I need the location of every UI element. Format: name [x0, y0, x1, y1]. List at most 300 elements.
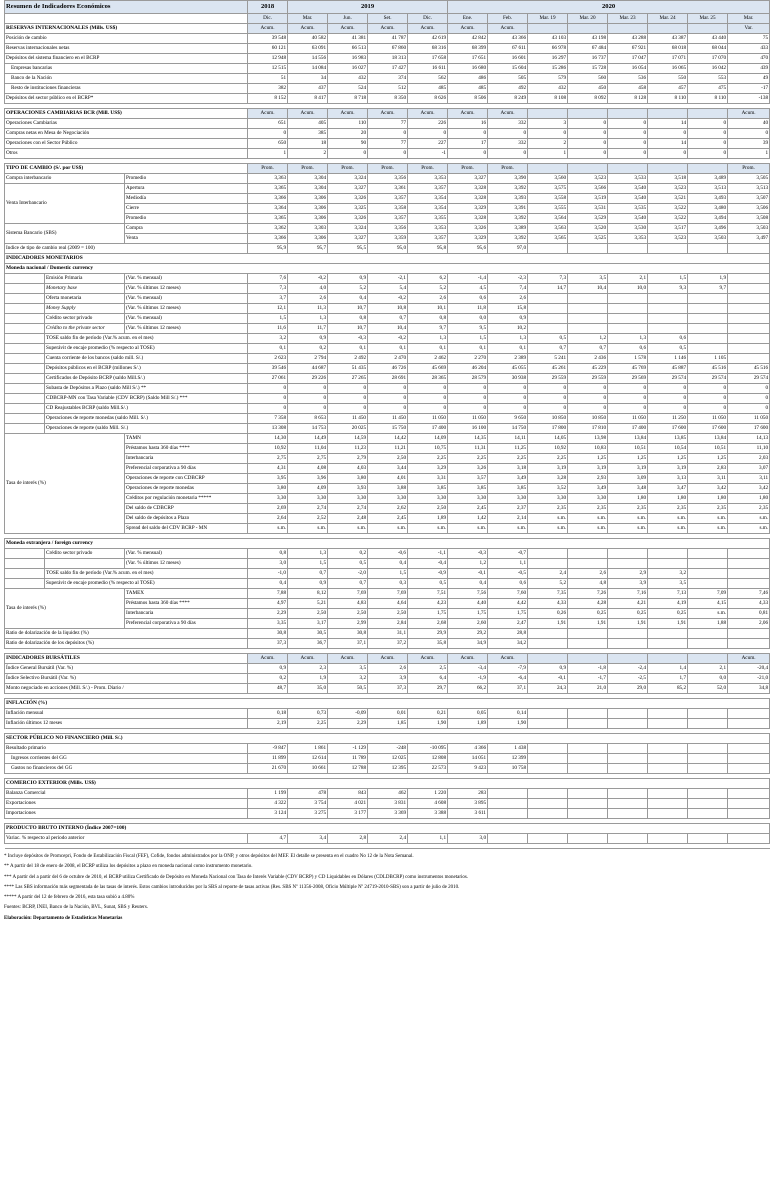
value-cell: 3,85 — [488, 484, 528, 494]
row-label: (Var. % mensual) — [125, 274, 248, 284]
row-label: TOSE saldo fin de período (Var.% acum. en el mes) — [45, 569, 248, 579]
value-cell: 3 177 — [328, 809, 368, 819]
value-cell: 3,353 — [608, 234, 648, 244]
value-cell: 3,353 — [408, 224, 448, 234]
value-cell: 95,6 — [448, 244, 488, 254]
value-cell: 0 — [488, 384, 528, 394]
period-header: Dic. — [408, 14, 448, 24]
indent-cell — [5, 314, 45, 324]
value-cell: 3,324 — [328, 224, 368, 234]
value-cell: 1,80 — [728, 494, 770, 504]
value-cell — [528, 304, 568, 314]
value-cell: -0,5 — [488, 569, 528, 579]
unit-header: Prom. — [288, 164, 328, 174]
value-cell: -1 — [408, 149, 448, 159]
value-cell — [648, 244, 688, 254]
value-cell: 1,75 — [448, 609, 488, 619]
value-cell: 14 084 — [288, 64, 328, 74]
value-cell: 3,9 — [608, 579, 648, 589]
value-cell: 34,8 — [728, 684, 770, 694]
value-cell: 3,47 — [648, 484, 688, 494]
table-row — [5, 404, 770, 414]
value-cell: 14,11 — [488, 434, 528, 444]
value-cell: 1,91 — [648, 619, 688, 629]
value-cell: 2 270 — [448, 354, 488, 364]
value-cell: 0,1 — [368, 344, 408, 354]
value-cell — [608, 639, 648, 649]
unit-header: Acum. — [488, 24, 528, 34]
value-cell: 43 288 — [608, 34, 648, 44]
value-cell: 1,5 — [368, 569, 408, 579]
indent-cell — [5, 324, 45, 334]
value-cell — [688, 579, 728, 589]
footnotes — [4, 852, 774, 924]
value-cell: 478 — [288, 789, 328, 799]
value-cell: 37,1 — [328, 639, 368, 649]
value-cell: 553 — [688, 74, 728, 84]
indicators-sheet — [4, 0, 774, 924]
value-cell: 550 — [648, 74, 688, 84]
table-row — [5, 314, 770, 324]
value-cell: 3,49 — [488, 474, 528, 484]
value-cell: 3,354 — [408, 204, 448, 214]
value-cell: -1,0 — [248, 569, 288, 579]
value-cell: 95,8 — [408, 244, 448, 254]
value-cell — [528, 789, 568, 799]
value-cell: 0 — [448, 149, 488, 159]
value-cell: 1 — [248, 149, 288, 159]
value-cell: 12 515 — [248, 64, 288, 74]
value-cell: 2,35 — [528, 504, 568, 514]
value-cell: 0 — [328, 384, 368, 394]
value-cell — [728, 744, 770, 754]
unit-header — [528, 654, 568, 664]
value-cell: 8 152 — [248, 94, 288, 104]
value-cell: 0 — [528, 404, 568, 414]
value-cell: 34,2 — [488, 639, 528, 649]
value-cell: 3,09 — [608, 474, 648, 484]
value-cell: 0,21 — [408, 709, 448, 719]
value-cell: 2,25 — [288, 719, 328, 729]
unit-header: Acum. — [368, 109, 408, 119]
row-label: Operaciones de reporte con CDBCRP — [125, 474, 248, 484]
value-cell — [608, 744, 648, 754]
value-cell: 3,358 — [368, 204, 408, 214]
value-cell: 3,329 — [448, 204, 488, 214]
value-cell: 3,327 — [328, 234, 368, 244]
table-row — [5, 709, 770, 719]
table-row — [5, 344, 770, 354]
value-cell — [728, 799, 770, 809]
value-cell: 16 601 — [488, 54, 528, 64]
footnote: Elaboración: Departamento de Estadísticas Monetarias — [4, 915, 123, 921]
period-header: Mar. — [728, 14, 770, 24]
value-cell: 0 — [608, 139, 648, 149]
value-cell: -0,9 — [408, 569, 448, 579]
value-cell: -138 — [728, 94, 770, 104]
value-cell: 0,5 — [328, 559, 368, 569]
section-header — [5, 824, 770, 834]
value-cell: 14,59 — [328, 434, 368, 444]
value-cell: 4 608 — [408, 799, 448, 809]
unit-header: Acum. — [288, 654, 328, 664]
table-row — [5, 629, 770, 639]
row-label: Compra — [125, 224, 248, 234]
value-cell: 374 — [368, 74, 408, 84]
value-cell: 29 226 — [288, 374, 328, 384]
table-row — [5, 639, 770, 649]
value-cell — [648, 754, 688, 764]
value-cell: 0 — [688, 129, 728, 139]
value-cell — [528, 629, 568, 639]
value-cell: 2,25 — [528, 454, 568, 464]
value-cell: 10 661 — [288, 764, 328, 774]
value-cell: 7,26 — [568, 589, 608, 599]
value-cell: -0,2 — [368, 294, 408, 304]
unit-header: Acum. — [488, 654, 528, 664]
value-cell: 11,31 — [448, 444, 488, 454]
value-cell: 3,5 — [568, 274, 608, 284]
value-cell: 95,0 — [368, 244, 408, 254]
value-cell: 2,6 — [288, 294, 328, 304]
value-cell: 29 559 — [568, 374, 608, 384]
section-heading: INDICADORES MONETARIOS — [5, 254, 770, 264]
value-cell: 11 050 — [448, 414, 488, 424]
value-cell: 3,480 — [688, 204, 728, 214]
row-group-label — [45, 559, 125, 569]
value-cell: 4,7 — [248, 834, 288, 844]
value-cell — [648, 324, 688, 334]
value-cell: 37,1 — [488, 684, 528, 694]
value-cell: 13 308 — [248, 424, 288, 434]
value-cell — [688, 639, 728, 649]
row-label: Promedio — [125, 174, 248, 184]
row-label: Importaciones — [5, 809, 248, 819]
section-heading: OPERACIONES CAMBIARIAS BCR (Mill. US$) — [5, 109, 248, 119]
row-label: Superávit de encaje promedio (% respecto al TOSE) — [45, 344, 248, 354]
indent-cell — [5, 569, 45, 579]
value-cell: 8 653 — [288, 414, 328, 424]
value-cell — [728, 244, 770, 254]
value-cell: 3 124 — [248, 809, 288, 819]
table-row — [5, 664, 770, 674]
value-cell: 11,04 — [288, 444, 328, 454]
value-cell: 10,0 — [608, 284, 648, 294]
value-cell: 10,92 — [528, 444, 568, 454]
value-cell — [688, 754, 728, 764]
value-cell: 3,505 — [728, 174, 770, 184]
value-cell: 14,09 — [408, 434, 448, 444]
value-cell: 2,64 — [248, 514, 288, 524]
value-cell: 0,7 — [328, 579, 368, 589]
value-cell: 10,51 — [608, 444, 648, 454]
value-cell: 11 050 — [728, 414, 770, 424]
value-cell: 3,521 — [648, 194, 688, 204]
value-cell — [648, 294, 688, 304]
value-cell: 3,7 — [248, 294, 288, 304]
value-cell: 4,33 — [528, 599, 568, 609]
value-cell: 3,496 — [688, 224, 728, 234]
value-cell: 8 718 — [328, 94, 368, 104]
unit-header: Acum. — [728, 654, 770, 664]
value-cell: 3,327 — [448, 174, 488, 184]
unit-header — [608, 24, 648, 34]
value-cell — [568, 809, 608, 819]
value-cell — [568, 294, 608, 304]
value-cell: 3,13 — [648, 474, 688, 484]
value-cell — [648, 314, 688, 324]
value-cell: 11 450 — [368, 414, 408, 424]
value-cell: 37,3 — [248, 639, 288, 649]
value-cell: 7,46 — [728, 589, 770, 599]
value-cell: 3,494 — [688, 214, 728, 224]
value-cell: 492 — [488, 84, 528, 94]
value-cell: 13,84 — [688, 434, 728, 444]
value-cell: 0,1 — [408, 344, 448, 354]
value-cell: 0 — [288, 404, 328, 414]
value-cell: 10 850 — [568, 414, 608, 424]
value-cell: 45 669 — [408, 364, 448, 374]
table-row — [5, 569, 770, 579]
value-cell — [568, 754, 608, 764]
value-cell: 1,91 — [528, 619, 568, 629]
value-cell: 9,5 — [448, 324, 488, 334]
value-cell: 450 — [568, 84, 608, 94]
period-header: Mar. 23 — [608, 14, 648, 24]
value-cell: 44 687 — [288, 364, 328, 374]
value-cell: 0,1 — [328, 344, 368, 354]
value-cell: 14,42 — [368, 434, 408, 444]
value-cell: 3,390 — [488, 174, 528, 184]
row-label: Cierre — [125, 204, 248, 214]
period-header: Mar. 24 — [648, 14, 688, 24]
value-cell — [688, 764, 728, 774]
row-label: Venta — [125, 234, 248, 244]
value-cell: 1,3 — [608, 334, 648, 344]
value-cell: 3,325 — [328, 204, 368, 214]
value-cell: 10,2 — [488, 324, 528, 334]
row-label: Del saldo de depósitos a Plazo — [125, 514, 248, 524]
value-cell: 11 250 — [648, 414, 688, 424]
value-cell: 2,75 — [248, 454, 288, 464]
value-cell: 3 369 — [368, 809, 408, 819]
value-cell: 67 484 — [568, 44, 608, 54]
value-cell: 11 450 — [328, 414, 368, 424]
value-cell: 11 050 — [408, 414, 448, 424]
section-header — [5, 654, 770, 664]
value-cell: 43 366 — [488, 34, 528, 44]
value-cell: 3,517 — [648, 224, 688, 234]
value-cell: 3,19 — [528, 464, 568, 474]
section-header — [5, 24, 770, 34]
value-cell: 1,2 — [568, 334, 608, 344]
indent-cell — [5, 294, 45, 304]
value-cell: 1,90 — [408, 719, 448, 729]
table-row — [5, 334, 770, 344]
value-cell: 0 — [688, 149, 728, 159]
value-cell: 0 — [368, 149, 408, 159]
unit-header — [528, 109, 568, 119]
unit-header: Prom. — [328, 164, 368, 174]
value-cell: -0,1 — [448, 569, 488, 579]
indent-cell — [5, 364, 45, 374]
period-header: Dic. — [248, 14, 288, 24]
table-row — [5, 74, 770, 84]
value-cell: -17 — [728, 84, 770, 94]
value-cell: 485 — [448, 84, 488, 94]
value-cell: 39 — [728, 139, 770, 149]
table-row — [5, 44, 770, 54]
unit-header: Acum. — [408, 109, 448, 119]
value-cell: 97,0 — [488, 244, 528, 254]
value-cell: 0,4 — [368, 559, 408, 569]
value-cell: 2,83 — [688, 464, 728, 474]
value-cell: 0,6 — [648, 334, 688, 344]
unit-header: Prom. — [408, 164, 448, 174]
unit-header — [648, 164, 688, 174]
value-cell: 0 — [568, 129, 608, 139]
value-cell: 3,361 — [368, 184, 408, 194]
value-cell: 3,389 — [488, 224, 528, 234]
value-cell: 95,5 — [328, 244, 368, 254]
table-row — [5, 184, 770, 194]
value-cell: 29,2 — [448, 629, 488, 639]
value-cell: 8,12 — [288, 589, 328, 599]
row-label: CDBCRP-MN con Tasa Variable (CDV BCRP) (Saldo Mill S/.) *** — [45, 394, 248, 404]
indent-cell — [5, 549, 45, 559]
table-row — [5, 579, 770, 589]
value-cell: 3,560 — [528, 174, 568, 184]
row-label: Operaciones Cambiarias — [5, 119, 248, 129]
value-cell: 34 — [288, 74, 328, 84]
subsection-header — [5, 539, 770, 549]
value-cell: 2,35 — [728, 504, 770, 514]
value-cell: 512 — [368, 84, 408, 94]
value-cell: 0 — [648, 394, 688, 404]
value-cell: -9 847 — [248, 744, 288, 754]
value-cell: 29 574 — [648, 374, 688, 384]
row-label: Exportaciones — [5, 799, 248, 809]
value-cell: 110 — [328, 119, 368, 129]
value-cell: 1,91 — [608, 619, 648, 629]
value-cell: 7,51 — [408, 589, 448, 599]
value-cell: 17 070 — [688, 54, 728, 64]
table-row — [5, 834, 770, 844]
value-cell: 3,30 — [248, 494, 288, 504]
value-cell — [688, 549, 728, 559]
value-cell — [728, 709, 770, 719]
value-cell: 68 044 — [688, 44, 728, 54]
value-cell: 10,54 — [648, 444, 688, 454]
value-cell: 14 — [648, 139, 688, 149]
value-cell: 3,357 — [408, 184, 448, 194]
value-cell: 458 — [608, 84, 648, 94]
value-cell: 3,555 — [528, 204, 568, 214]
value-cell: 0 — [328, 149, 368, 159]
value-cell: 3,96 — [288, 474, 328, 484]
value-cell: 1,89 — [448, 719, 488, 729]
value-cell: 2 389 — [488, 354, 528, 364]
value-cell: 77 — [368, 139, 408, 149]
value-cell: 16 065 — [648, 64, 688, 74]
value-cell: 68 399 — [448, 44, 488, 54]
value-cell: 51 435 — [328, 364, 368, 374]
value-cell: 4,23 — [408, 599, 448, 609]
value-cell: -0,2 — [368, 334, 408, 344]
value-cell: 3,393 — [488, 194, 528, 204]
value-cell: -0,6 — [368, 549, 408, 559]
value-cell — [728, 324, 770, 334]
blank — [5, 14, 248, 24]
value-cell: 3,523 — [648, 234, 688, 244]
value-cell: 1,80 — [648, 494, 688, 504]
value-cell: 13,84 — [608, 434, 648, 444]
value-cell: 0,1 — [248, 344, 288, 354]
value-cell: s.m. — [608, 514, 648, 524]
value-cell: 45 887 — [648, 364, 688, 374]
value-cell: 3,531 — [568, 204, 608, 214]
value-cell: 475 — [688, 84, 728, 94]
unit-header — [648, 109, 688, 119]
value-cell: 3,530 — [608, 224, 648, 234]
value-cell: 3,326 — [328, 194, 368, 204]
value-cell: 4,42 — [488, 599, 528, 609]
value-cell: 3,306 — [288, 234, 328, 244]
value-cell: 1,5 — [648, 274, 688, 284]
value-cell: 0 — [608, 119, 648, 129]
spacer-row — [5, 844, 770, 849]
value-cell: 4 021 — [328, 799, 368, 809]
table-row — [5, 84, 770, 94]
value-cell: 12 948 — [248, 54, 288, 64]
value-cell: 2,9 — [608, 569, 648, 579]
value-cell — [688, 789, 728, 799]
value-cell: 16 297 — [528, 54, 568, 64]
value-cell: 16 — [448, 119, 488, 129]
value-cell: 11,25 — [488, 444, 528, 454]
value-cell: 8 417 — [288, 94, 328, 104]
value-cell — [528, 799, 568, 809]
value-cell: 7,3 — [528, 274, 568, 284]
value-cell: s.m. — [648, 524, 688, 534]
value-cell: 67 921 — [608, 44, 648, 54]
value-cell: 3,306 — [288, 214, 328, 224]
indent-cell — [5, 344, 45, 354]
value-cell: 3,306 — [288, 194, 328, 204]
value-cell: 1,3 — [408, 334, 448, 344]
value-cell: 227 — [408, 139, 448, 149]
value-cell: 2,14 — [488, 514, 528, 524]
value-cell: 1 438 — [488, 744, 528, 754]
row-label: Certificados de Depósito BCRP (saldo Mill.S/.) — [45, 374, 248, 384]
value-cell: 457 — [648, 84, 688, 94]
indent-cell — [5, 559, 45, 569]
value-cell: 3,30 — [408, 494, 448, 504]
value-cell — [568, 629, 608, 639]
value-cell: 3,355 — [408, 214, 448, 224]
value-cell: 3,31 — [408, 474, 448, 484]
value-cell: 11 050 — [688, 414, 728, 424]
value-cell — [688, 809, 728, 819]
row-label: (Var. % mensual) — [125, 549, 248, 559]
value-cell: 0,2 — [288, 344, 328, 354]
value-cell: 562 — [408, 74, 448, 84]
row-label: Mediodía — [125, 194, 248, 204]
value-cell: 2,37 — [488, 504, 528, 514]
value-cell: 3,326 — [448, 224, 488, 234]
table-row — [5, 424, 770, 434]
value-cell: 3,95 — [248, 474, 288, 484]
